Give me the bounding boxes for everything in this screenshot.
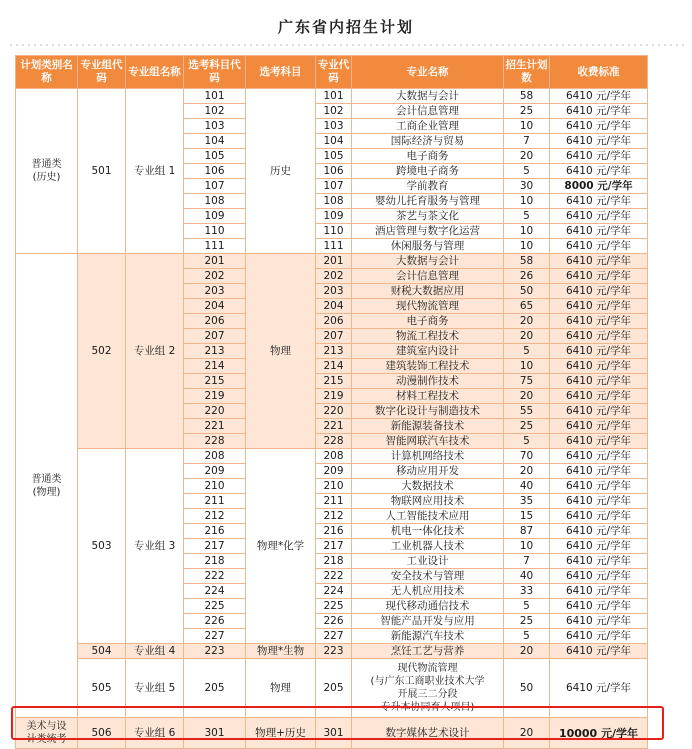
fee-cell: 6410 元/学年: [550, 659, 648, 718]
fee-cell: 6410 元/学年: [550, 404, 648, 419]
table-row: [16, 718, 648, 749]
major-cell: 电子商务: [352, 149, 504, 164]
header-category: 计划类别名称: [16, 56, 78, 89]
subject-code-cell: 204: [184, 299, 246, 314]
major-code-cell: 222: [316, 569, 352, 584]
major-cell: 烹饪工艺与营养: [352, 644, 504, 659]
subject-cell: 历史: [246, 89, 316, 254]
major-cell: 工商企业管理: [352, 119, 504, 134]
plan-count-cell: 55: [504, 404, 550, 419]
group-code-cell: 503: [78, 449, 126, 644]
fee-cell: 10000 元/学年: [550, 718, 648, 749]
major-code-cell: 218: [316, 554, 352, 569]
fee-cell: 6410 元/学年: [550, 239, 648, 254]
subject-code-cell: 218: [184, 554, 246, 569]
major-cell: 动漫制作技术: [352, 374, 504, 389]
fee-cell: 6410 元/学年: [550, 254, 648, 269]
major-cell: 人工智能技术应用: [352, 509, 504, 524]
plan-count-cell: 20: [504, 314, 550, 329]
major-cell: 数字化设计与制造技术: [352, 404, 504, 419]
plan-count-cell: 20: [504, 329, 550, 344]
plan-count-cell: 75: [504, 374, 550, 389]
major-code-cell: 109: [316, 209, 352, 224]
group-name-cell: 专业组 6: [126, 718, 184, 749]
major-cell: 新能源汽车技术: [352, 629, 504, 644]
subject-code-cell: 101: [184, 89, 246, 104]
plan-count-cell: 5: [504, 629, 550, 644]
plan-count-cell: 5: [504, 344, 550, 359]
fee-cell: 6410 元/学年: [550, 164, 648, 179]
subject-code-cell: 208: [184, 449, 246, 464]
fee-cell: 6410 元/学年: [550, 419, 648, 434]
major-code-cell: 111: [316, 239, 352, 254]
plan-count-cell: 10: [504, 224, 550, 239]
plan-count-cell: 20: [504, 464, 550, 479]
major-cell: 材料工程技术: [352, 389, 504, 404]
fee-cell: 6410 元/学年: [550, 494, 648, 509]
fee-cell: 6410 元/学年: [550, 374, 648, 389]
major-code-cell: 202: [316, 269, 352, 284]
plan-count-cell: 5: [504, 599, 550, 614]
category-cell: 美术与设 计类统考: [16, 718, 78, 749]
plan-count-cell: 10: [504, 539, 550, 554]
plan-count-cell: 65: [504, 299, 550, 314]
category-cell: 普通类 (历史): [16, 89, 78, 254]
major-code-cell: 108: [316, 194, 352, 209]
fee-cell: 6410 元/学年: [550, 299, 648, 314]
fee-cell: 6410 元/学年: [550, 89, 648, 104]
subject-code-cell: 107: [184, 179, 246, 194]
subject-cell: 物理: [246, 659, 316, 718]
plan-count-cell: 50: [504, 284, 550, 299]
fee-cell: 6410 元/学年: [550, 584, 648, 599]
fee-cell: 6410 元/学年: [550, 599, 648, 614]
group-code-cell: 506: [78, 718, 126, 749]
major-cell: 物流工程技术: [352, 329, 504, 344]
major-cell: 电子商务: [352, 314, 504, 329]
subject-code-cell: 209: [184, 464, 246, 479]
fee-cell: 6410 元/学年: [550, 314, 648, 329]
fee-cell: 8000 元/学年: [550, 179, 648, 194]
major-code-cell: 103: [316, 119, 352, 134]
plan-count-cell: 20: [504, 718, 550, 749]
category-cell: 普通类 (物理): [16, 254, 78, 718]
table-header-row: [16, 56, 648, 89]
group-code-cell: 504: [78, 644, 126, 659]
fee-cell: 6410 元/学年: [550, 119, 648, 134]
plan-count-cell: 10: [504, 239, 550, 254]
subject-code-cell: 205: [184, 659, 246, 718]
fee-cell: 6410 元/学年: [550, 389, 648, 404]
major-cell: 数字媒体艺术设计: [352, 718, 504, 749]
major-code-cell: 301: [316, 718, 352, 749]
group-name-cell: 专业组 5: [126, 659, 184, 718]
fee-cell: 6410 元/学年: [550, 284, 648, 299]
major-code-cell: 106: [316, 164, 352, 179]
major-code-cell: 220: [316, 404, 352, 419]
major-cell: 现代移动通信技术: [352, 599, 504, 614]
major-cell: 工业机器人技术: [352, 539, 504, 554]
major-cell: 安全技术与管理: [352, 569, 504, 584]
major-code-cell: 208: [316, 449, 352, 464]
subject-code-cell: 201: [184, 254, 246, 269]
subject-code-cell: 225: [184, 599, 246, 614]
plan-count-cell: 15: [504, 509, 550, 524]
table-row: [16, 644, 648, 659]
subject-code-cell: 108: [184, 194, 246, 209]
plan-count-cell: 58: [504, 89, 550, 104]
major-cell: 大数据技术: [352, 479, 504, 494]
major-code-cell: 226: [316, 614, 352, 629]
fee-cell: 6410 元/学年: [550, 554, 648, 569]
subject-code-cell: 227: [184, 629, 246, 644]
plan-count-cell: 5: [504, 209, 550, 224]
plan-count-cell: 5: [504, 434, 550, 449]
plan-count-cell: 70: [504, 449, 550, 464]
fee-cell: 6410 元/学年: [550, 104, 648, 119]
fee-cell: 6410 元/学年: [550, 464, 648, 479]
header-group-code: 专业组代码: [78, 56, 126, 89]
header-subject: 选考科目: [246, 56, 316, 89]
major-cell: 婴幼儿托育服务与管理: [352, 194, 504, 209]
table-row: [16, 659, 648, 718]
fee-cell: 6410 元/学年: [550, 569, 648, 584]
major-cell: 无人机应用技术: [352, 584, 504, 599]
header-fee: 收费标准: [550, 56, 648, 89]
plan-count-cell: 30: [504, 179, 550, 194]
major-cell: 大数据与会计: [352, 254, 504, 269]
subject-code-cell: 103: [184, 119, 246, 134]
subject-code-cell: 215: [184, 374, 246, 389]
plan-count-cell: 25: [504, 614, 550, 629]
major-cell: 财税大数据应用: [352, 284, 504, 299]
fee-cell: 6410 元/学年: [550, 614, 648, 629]
plan-count-cell: 50: [504, 659, 550, 718]
page-title: 广东省内招生计划: [277, 18, 414, 36]
fee-cell: 6410 元/学年: [550, 269, 648, 284]
subject-code-cell: 212: [184, 509, 246, 524]
major-code-cell: 221: [316, 419, 352, 434]
fee-cell: 6410 元/学年: [550, 449, 648, 464]
group-code-cell: 502: [78, 254, 126, 449]
major-code-cell: 104: [316, 134, 352, 149]
table-row: [16, 449, 648, 464]
fee-cell: 6410 元/学年: [550, 479, 648, 494]
subject-cell: 物理: [246, 254, 316, 449]
major-code-cell: 206: [316, 314, 352, 329]
fee-cell: 6410 元/学年: [550, 509, 648, 524]
fee-cell: 6410 元/学年: [550, 329, 648, 344]
fee-cell: 6410 元/学年: [550, 149, 648, 164]
plan-count-cell: 35: [504, 494, 550, 509]
major-code-cell: 213: [316, 344, 352, 359]
major-code-cell: 224: [316, 584, 352, 599]
major-cell: 机电一体化技术: [352, 524, 504, 539]
subject-cell: 物理*生物: [246, 644, 316, 659]
subject-code-cell: 216: [184, 524, 246, 539]
major-code-cell: 204: [316, 299, 352, 314]
fee-cell: 6410 元/学年: [550, 539, 648, 554]
fee-cell: 6410 元/学年: [550, 644, 648, 659]
major-cell: 建筑室内设计: [352, 344, 504, 359]
plan-count-cell: 5: [504, 164, 550, 179]
major-cell: 会计信息管理: [352, 104, 504, 119]
plan-count-cell: 7: [504, 554, 550, 569]
major-cell: 智能产品开发与应用: [352, 614, 504, 629]
group-code-cell: 505: [78, 659, 126, 718]
subject-code-cell: 301: [184, 718, 246, 749]
major-cell: 计算机网络技术: [352, 449, 504, 464]
plan-count-cell: 20: [504, 389, 550, 404]
subject-code-cell: 214: [184, 359, 246, 374]
admission-plan-table: [15, 55, 648, 749]
subject-code-cell: 207: [184, 329, 246, 344]
major-cell: 会计信息管理: [352, 269, 504, 284]
major-code-cell: 210: [316, 479, 352, 494]
subject-code-cell: 105: [184, 149, 246, 164]
major-code-cell: 219: [316, 389, 352, 404]
subject-code-cell: 110: [184, 224, 246, 239]
subject-code-cell: 211: [184, 494, 246, 509]
subject-code-cell: 109: [184, 209, 246, 224]
subject-code-cell: 210: [184, 479, 246, 494]
major-code-cell: 214: [316, 359, 352, 374]
title-dotted-divider: [8, 42, 684, 50]
subject-code-cell: 104: [184, 134, 246, 149]
major-code-cell: 223: [316, 644, 352, 659]
subject-code-cell: 106: [184, 164, 246, 179]
major-cell: 跨境电子商务: [352, 164, 504, 179]
fee-cell: 6410 元/学年: [550, 629, 648, 644]
plan-count-cell: 26: [504, 269, 550, 284]
major-cell: 现代物流管理 (与广东工商职业技术大学 开展三二分段 专升本协同育人项目): [352, 659, 504, 718]
plan-count-cell: 10: [504, 359, 550, 374]
major-code-cell: 211: [316, 494, 352, 509]
major-code-cell: 205: [316, 659, 352, 718]
major-code-cell: 101: [316, 89, 352, 104]
table-row: [16, 254, 648, 269]
subject-code-cell: 217: [184, 539, 246, 554]
plan-count-cell: 7: [504, 134, 550, 149]
major-code-cell: 102: [316, 104, 352, 119]
group-name-cell: 专业组 4: [126, 644, 184, 659]
major-code-cell: 110: [316, 224, 352, 239]
subject-code-cell: 202: [184, 269, 246, 284]
major-code-cell: 209: [316, 464, 352, 479]
subject-code-cell: 223: [184, 644, 246, 659]
major-cell: 建筑装饰工程技术: [352, 359, 504, 374]
major-code-cell: 201: [316, 254, 352, 269]
plan-count-cell: 20: [504, 644, 550, 659]
subject-code-cell: 219: [184, 389, 246, 404]
subject-code-cell: 213: [184, 344, 246, 359]
plan-count-cell: 25: [504, 419, 550, 434]
header-plan: 招生计划数: [504, 56, 550, 89]
subject-code-cell: 206: [184, 314, 246, 329]
subject-code-cell: 221: [184, 419, 246, 434]
plan-count-cell: 10: [504, 194, 550, 209]
subject-code-cell: 228: [184, 434, 246, 449]
header-major: 专业名称: [352, 56, 504, 89]
major-cell: 酒店管理与数字化运营: [352, 224, 504, 239]
major-cell: 现代物流管理: [352, 299, 504, 314]
major-cell: 移动应用开发: [352, 464, 504, 479]
plan-count-cell: 58: [504, 254, 550, 269]
fee-cell: 6410 元/学年: [550, 209, 648, 224]
group-code-cell: 501: [78, 89, 126, 254]
major-code-cell: 215: [316, 374, 352, 389]
subject-code-cell: 203: [184, 284, 246, 299]
major-code-cell: 225: [316, 599, 352, 614]
major-code-cell: 217: [316, 539, 352, 554]
header-group-name: 专业组名称: [126, 56, 184, 89]
subject-code-cell: 224: [184, 584, 246, 599]
major-cell: 茶艺与茶文化: [352, 209, 504, 224]
group-name-cell: 专业组 2: [126, 254, 184, 449]
fee-cell: 6410 元/学年: [550, 434, 648, 449]
major-cell: 国际经济与贸易: [352, 134, 504, 149]
major-cell: 工业设计: [352, 554, 504, 569]
table-row: [16, 89, 648, 104]
plan-count-cell: 25: [504, 104, 550, 119]
major-code-cell: 207: [316, 329, 352, 344]
group-name-cell: 专业组 3: [126, 449, 184, 644]
subject-code-cell: 111: [184, 239, 246, 254]
fee-cell: 6410 元/学年: [550, 344, 648, 359]
major-cell: 大数据与会计: [352, 89, 504, 104]
major-code-cell: 107: [316, 179, 352, 194]
fee-cell: 6410 元/学年: [550, 524, 648, 539]
major-cell: 学前教育: [352, 179, 504, 194]
plan-count-cell: 20: [504, 149, 550, 164]
subject-code-cell: 220: [184, 404, 246, 419]
header-major-code: 专业代码: [316, 56, 352, 89]
major-code-cell: 105: [316, 149, 352, 164]
group-name-cell: 专业组 1: [126, 89, 184, 254]
plan-count-cell: 10: [504, 119, 550, 134]
subject-code-cell: 226: [184, 614, 246, 629]
plan-count-cell: 40: [504, 569, 550, 584]
major-code-cell: 216: [316, 524, 352, 539]
subject-code-cell: 222: [184, 569, 246, 584]
major-cell: 新能源装备技术: [352, 419, 504, 434]
subject-code-cell: 102: [184, 104, 246, 119]
subject-cell: 物理*化学: [246, 449, 316, 644]
major-code-cell: 212: [316, 509, 352, 524]
plan-count-cell: 33: [504, 584, 550, 599]
fee-cell: 6410 元/学年: [550, 194, 648, 209]
major-cell: 智能网联汽车技术: [352, 434, 504, 449]
major-code-cell: 203: [316, 284, 352, 299]
major-cell: 休闲服务与管理: [352, 239, 504, 254]
plan-count-cell: 87: [504, 524, 550, 539]
major-cell: 物联网应用技术: [352, 494, 504, 509]
plan-count-cell: 40: [504, 479, 550, 494]
subject-cell: 物理+历史: [246, 718, 316, 749]
fee-cell: 6410 元/学年: [550, 224, 648, 239]
fee-cell: 6410 元/学年: [550, 134, 648, 149]
header-subject-code: 选考科目代码: [184, 56, 246, 89]
major-code-cell: 228: [316, 434, 352, 449]
major-code-cell: 227: [316, 629, 352, 644]
fee-cell: 6410 元/学年: [550, 359, 648, 374]
